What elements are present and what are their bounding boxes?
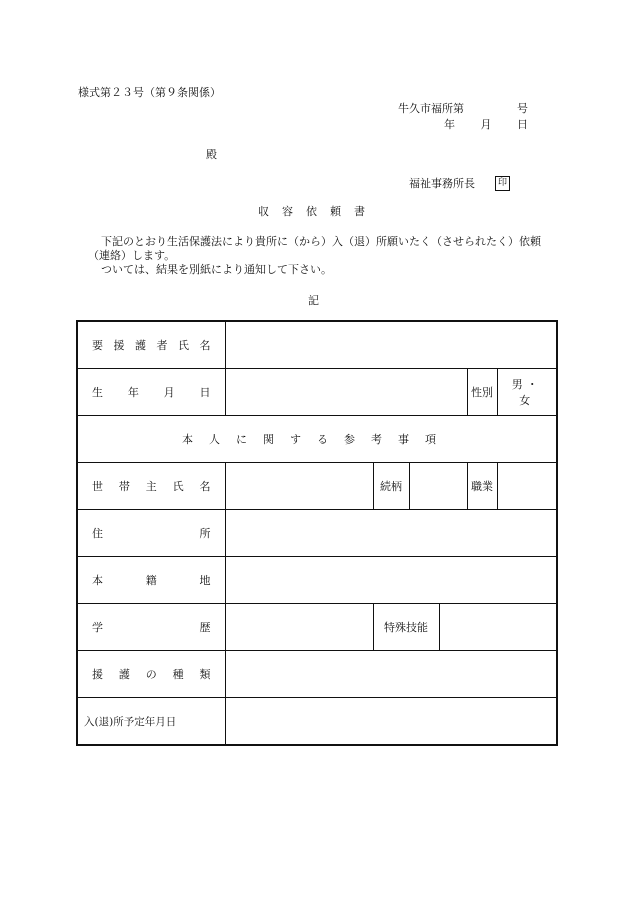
office-suffix: 号 [517,102,528,115]
planned-date-input-cell[interactable] [225,698,557,746]
date-day: 日 [517,118,528,131]
office-prefix: 牛久市福所第 [398,102,464,115]
address-label-cell [77,510,225,557]
household-head-label: 世 帯 主 氏 名 [92,480,211,493]
body-paragraph-2: ついては、結果を別紙により通知して下さい。 [101,263,332,276]
ki-heading: 記 [308,294,319,307]
education-label: 学 歴 [92,621,211,634]
row-aid-type [77,651,557,698]
domicile-label: 本 籍 地 [92,574,211,587]
birth-input-cell[interactable] [225,369,467,416]
domicile-input-cell[interactable] [225,557,557,604]
office-number-line [398,103,528,114]
skills-label: 特殊技能 [373,604,439,651]
sex-options[interactable]: 男・女 [497,369,557,416]
education-input-cell[interactable] [225,604,373,651]
household-head-input-cell[interactable] [225,463,373,510]
date-month: 月 [480,118,492,131]
address-input-cell[interactable] [225,510,557,557]
aid-type-input-cell[interactable] [225,651,557,698]
birth-label: 生 年 月 日 [92,386,211,399]
document-title: 収容依頼書 [258,205,378,218]
birth-label-cell [77,369,225,416]
skills-input-cell[interactable] [439,604,557,651]
date-year: 年 [444,118,455,131]
relation-label: 続柄 [373,463,409,510]
row-household-head [77,463,557,510]
date-line [444,119,528,130]
row-domicile [77,557,557,604]
addressee: 殿 [206,148,217,161]
relation-input-cell[interactable] [409,463,467,510]
row-education [77,604,557,651]
row-planned-date [77,698,557,746]
name-input-cell[interactable] [225,321,557,369]
education-label-cell [77,604,225,651]
row-birth [77,369,557,416]
row-address [77,510,557,557]
occupation-input-cell[interactable] [497,463,557,510]
aid-type-label: 援 護 の 種 類 [92,668,211,681]
row-section-title [77,416,557,463]
address-label: 住 所 [92,527,211,540]
form-code: 様式第２３号（第９条関係） [78,86,221,99]
body-text [88,235,558,277]
occupation-label: 職業 [467,463,497,510]
aid-type-label-cell [77,651,225,698]
name-label: 要 援 護 者 氏 名 [92,339,211,352]
name-label-cell [77,321,225,369]
sender-line [409,176,510,191]
sender: 福祉事務所長 [409,177,475,190]
section-title: 本人に関する参考事項 [77,416,557,463]
domicile-label-cell [77,557,225,604]
body-paragraph-1: 下記のとおり生活保護法により貴所に（から）入（退）所願いたく（させられたく）依頼（連絡）します。 [88,235,541,262]
request-form-table [76,320,558,746]
seal-stamp-box: 印 [495,176,510,191]
row-name [77,321,557,369]
planned-date-label: 入(退)所予定年月日 [77,698,225,746]
sex-label: 性別 [467,369,497,416]
household-head-label-cell [77,463,225,510]
